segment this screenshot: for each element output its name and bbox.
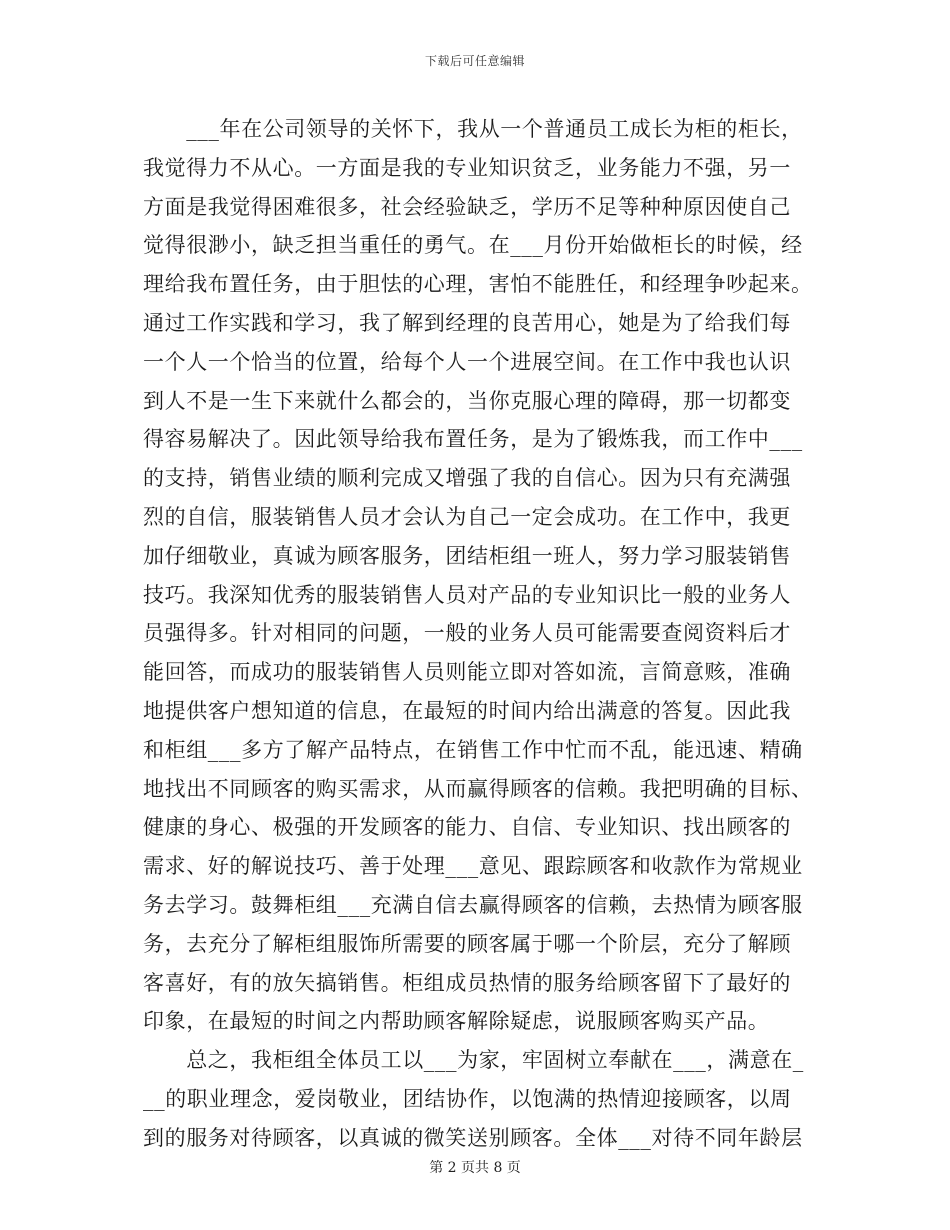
text-line: 印象，在最短的时间之内帮助顾客解除疑虑，说服顾客购买产品。 (143, 1009, 770, 1034)
text-line: 加仔细敬业，真诚为顾客服务，团结柜组一班人，努力学习服装销售 (143, 543, 791, 568)
text-line: 客喜好，有的放矢搞销售。柜组成员热情的服务给顾客留下了最好的 (143, 970, 791, 995)
text-line: 通过工作实践和学习，我了解到经理的良苦用心，她是为了给我们每 (143, 310, 791, 335)
text-line: 到的服务对待顾客，以真诚的微笑送别顾客。全体___对待不同年龄层 (143, 1125, 803, 1150)
text-line: 我觉得力不从心。一方面是我的专业知识贫乏，业务能力不强，另一 (143, 155, 791, 180)
text-line: 烈的自信，服装销售人员才会认为自己一定会成功。在工作中，我更 (143, 504, 791, 529)
page-header-note: 下载后可任意编辑 (424, 54, 525, 68)
text-line: 觉得很渺小，缺乏担当重任的勇气。在___月份开始做柜长的时候，经 (143, 233, 803, 258)
text-line: 地提供客户想知道的信息，在最短的时间内给出满意的答复。因此我 (143, 698, 791, 723)
text-line: 地找出不同顾客的购买需求，从而赢得顾客的信赖。我把明确的目标、 (143, 776, 813, 801)
text-line: 方面是我觉得困难很多，社会经验缺乏，学历不足等种种原因使自己 (143, 194, 791, 219)
text-line: 一个人一个恰当的位置，给每个人一个进展空间。在工作中我也认识 (143, 349, 791, 374)
text-line: 需求、好的解说技巧、善于处理___意见、跟踪顾客和收款作为常规业 (143, 854, 803, 879)
text-line: 员强得多。针对相同的问题，一般的业务人员可能需要查阅资料后才 (143, 621, 791, 646)
text-line: 技巧。我深知优秀的服装销售人员对产品的专业知识比一般的业务人 (143, 582, 791, 607)
document-body (143, 110, 813, 1158)
text-line: 到人不是一生下来就什么都会的，当你克服心理的障碍，那一切都变 (143, 388, 791, 413)
text-line: ___年在公司领导的关怀下，我从一个普通员工成长为柜的柜长， (143, 117, 803, 141)
text-line: 得容易解决了。因此领导给我布置任务，是为了锻炼我，而工作中___ (143, 427, 803, 452)
text-line: 和柜组___多方了解产品特点，在销售工作中忙而不乱，能迅速、精确 (143, 737, 803, 762)
text-line: 总之，我柜组全体员工以___为家，牢固树立奉献在___，满意在_ (143, 1048, 804, 1073)
text-line: 务去学习。鼓舞柜组___充满自信去赢得顾客的信赖，去热情为顾客服 (143, 892, 803, 917)
text-line: 理给我布置任务，由于胆怯的心理，害怕不能胜任，和经理争吵起来。 (143, 272, 813, 297)
text-line: 务，去充分了解柜组服饰所需要的顾客属于哪一个阶层，充分了解顾 (143, 931, 791, 956)
page-number-footer: 第 2 页共 8 页 (429, 1160, 521, 1176)
text-line: 能回答，而成功的服装销售人员则能立即对答如流，言简意赅，准确 (143, 660, 791, 685)
text-line: __的职业理念，爱岗敬业，团结协作，以饱满的热情迎接顾客，以周 (143, 1086, 792, 1111)
text-line: 的支持，销售业绩的顺利完成又增强了我的自信心。因为只有充满强 (143, 466, 791, 491)
text-line: 健康的身心、极强的开发顾客的能力、自信、专业知识、找出顾客的 (143, 815, 791, 840)
